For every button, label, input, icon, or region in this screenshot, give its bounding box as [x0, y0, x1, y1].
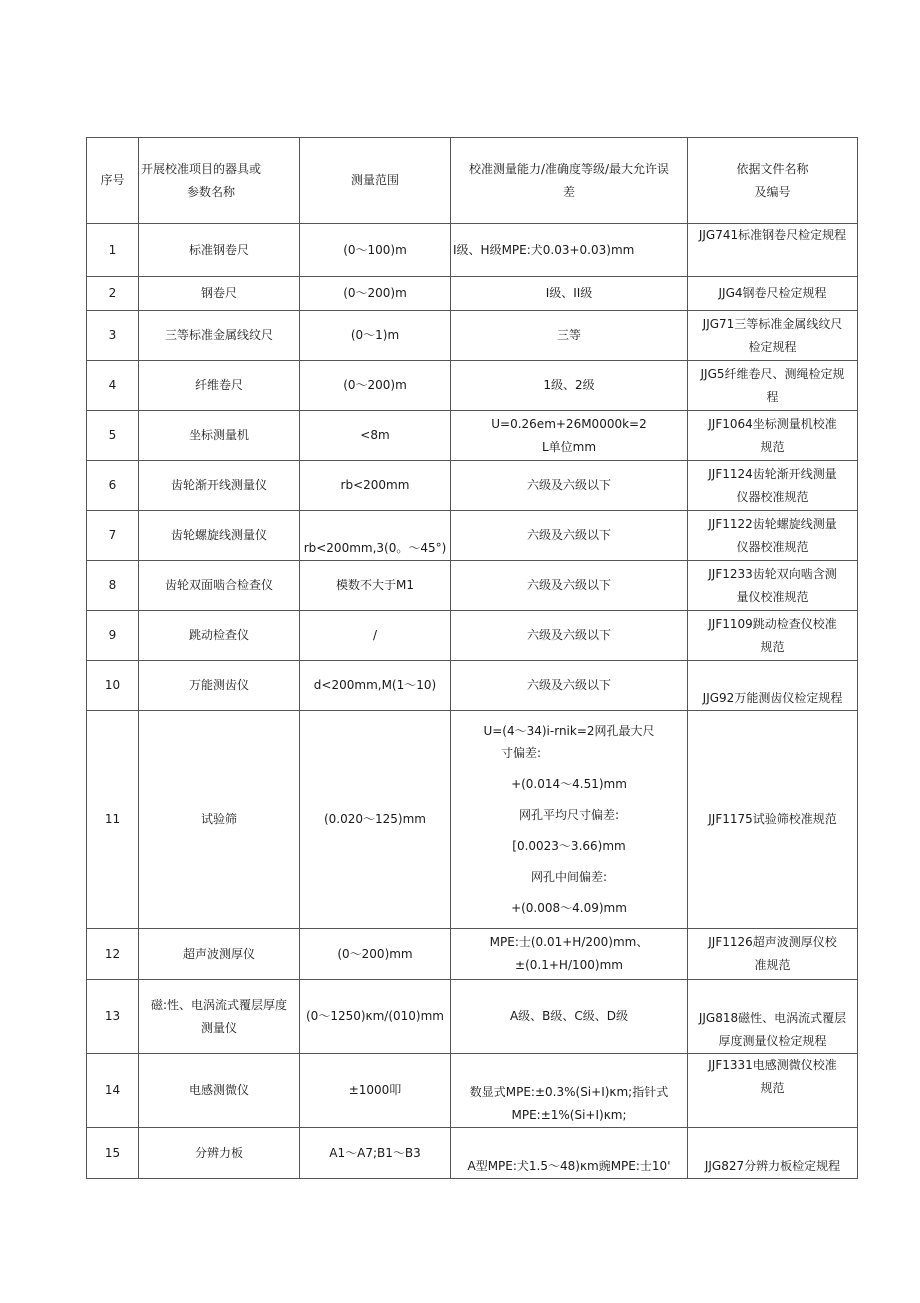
row-basis-line: JJF1109跳动检查仪校准 [708, 616, 837, 631]
row-item: 分辨力板 [139, 1128, 300, 1179]
row-capability: 六级及六级以下 [451, 661, 688, 711]
header-capability-line: 差 [562, 184, 575, 199]
row-capability-line: U=0.26em+26M0000k=2 [491, 416, 647, 431]
row-range: rb<200mm [300, 461, 451, 511]
row-capability: 六级及六级以下 [451, 561, 688, 611]
row-range: ±1000叩 [300, 1054, 451, 1128]
row-basis [688, 411, 858, 461]
header-basis-line: 及编号 [754, 184, 791, 199]
row-range: (0～1250)κm/(010)mm [300, 980, 451, 1054]
row-capability: 1级、2级 [451, 361, 688, 411]
row-item: 坐标测量机 [139, 411, 300, 461]
row-item: 齿轮渐开线测量仪 [139, 461, 300, 511]
row-capability: 六级及六级以下 [451, 611, 688, 661]
row-number: 7 [87, 511, 139, 561]
row-capability: I级、H级MPE:犬0.03+0.03)mm [451, 224, 688, 277]
row-capability: 六级及六级以下 [451, 511, 688, 561]
header-capability [451, 138, 688, 224]
table-row [87, 511, 858, 561]
row-basis-line: 规范 [760, 1081, 785, 1095]
row-number: 2 [87, 277, 139, 311]
row-item: 试验筛 [139, 711, 300, 929]
row-number: 4 [87, 361, 139, 411]
row-range: (0～200)m [300, 361, 451, 411]
row-range: (0～1)m [300, 311, 451, 361]
row-number: 13 [87, 980, 139, 1054]
table-row [87, 461, 858, 511]
row-basis-line: 仪器校准规范 [736, 489, 809, 504]
row-range: A1～A7;B1～B3 [300, 1128, 451, 1179]
table-row [87, 411, 858, 461]
table-row [87, 277, 858, 311]
row-basis-line: 规范 [760, 639, 785, 654]
row-capability-line: MPE:士(0.01+H/200)mm、 [489, 935, 649, 949]
row-range: (0～200)m [300, 277, 451, 311]
table-row [87, 361, 858, 411]
row-number: 15 [87, 1128, 139, 1179]
row-number: 9 [87, 611, 139, 661]
table-row [87, 224, 858, 277]
row-basis-line: 量仪校准规范 [736, 589, 809, 604]
row-capability-line: +(0.014～4.51)mm [511, 777, 627, 791]
row-item: 标准钢卷尺 [139, 224, 300, 277]
row-item [139, 980, 300, 1054]
row-capability-line: U=(4～34)i-rnik=2网孔最大尺 [483, 724, 655, 738]
table-row [87, 1128, 858, 1179]
row-capability [451, 929, 688, 980]
row-range: (0～200)mm [300, 929, 451, 980]
row-basis [688, 511, 858, 561]
row-capability-line: 网孔中间偏差: [530, 870, 608, 884]
row-basis [688, 361, 858, 411]
row-item-line: 测量仪 [200, 1020, 237, 1035]
row-number: 5 [87, 411, 139, 461]
row-capability [451, 411, 688, 461]
row-basis [688, 929, 858, 980]
table-row [87, 661, 858, 711]
row-number: 12 [87, 929, 139, 980]
table-row [87, 561, 858, 611]
row-capability: 六级及六级以下 [451, 461, 688, 511]
row-basis-line: JJG818磁性、电涡流式覆层 [698, 1011, 847, 1025]
header-range: 测量范围 [300, 138, 451, 224]
row-range: (0.020～125)mm [300, 711, 451, 929]
row-capability-line: 寸偏差: [501, 746, 542, 760]
table-row [87, 311, 858, 361]
row-basis: JJG92万能测齿仪检定规程 [688, 661, 858, 711]
row-basis-line: JJF1122齿轮螺旋线测量 [708, 516, 837, 531]
row-range: 模数不大于M1 [300, 561, 451, 611]
row-capability-line: [0.0023～3.66)mm [512, 839, 626, 853]
row-capability: A级、B级、C级、D级 [451, 980, 688, 1054]
row-item: 钢卷尺 [139, 277, 300, 311]
row-item: 跳动检查仪 [139, 611, 300, 661]
row-basis: JJG827分辨力板检定规程 [688, 1128, 858, 1179]
header-item [139, 138, 300, 224]
row-capability: 三等 [451, 311, 688, 361]
row-basis-line: 仪器校准规范 [736, 539, 809, 554]
row-basis-line: JJF1126超声波测厚仪校 [708, 935, 837, 949]
row-number: 14 [87, 1054, 139, 1128]
header-index: 序号 [87, 138, 139, 224]
header-capability-line: 校准测量能力/准确度等级/最大允许误 [468, 161, 670, 176]
row-basis-line: 准规范 [754, 958, 791, 972]
row-basis-line: 检定规程 [748, 339, 797, 354]
row-basis-line: JJG5纤维卷尺、测绳检定规 [700, 366, 845, 381]
row-basis-line: 程 [766, 389, 779, 404]
row-basis-line: 厚度测量仪检定规程 [718, 1034, 827, 1048]
header-basis-line: 依据文件名称 [736, 161, 809, 176]
row-capability-line: MPE:±1%(Si+I)κm; [511, 1108, 627, 1122]
row-capability-line: 网孔平均尺寸偏差: [518, 808, 620, 822]
row-item: 万能测齿仪 [139, 661, 300, 711]
row-item: 齿轮双面啮合检查仪 [139, 561, 300, 611]
row-item: 纤维卷尺 [139, 361, 300, 411]
row-basis-line: JJF1064坐标测量机校准 [708, 416, 837, 431]
row-capability-line: +(0.008～4.09)mm [511, 901, 627, 915]
row-basis-line: 规范 [760, 439, 785, 454]
row-basis [688, 311, 858, 361]
row-number: 11 [87, 711, 139, 929]
row-capability-line: ±(0.1+H/100)mm [515, 958, 623, 972]
row-range: <8m [300, 411, 451, 461]
row-basis [688, 461, 858, 511]
table-row [87, 611, 858, 661]
row-basis-line: JJF1124齿轮渐开线测量 [708, 466, 837, 481]
row-capability [451, 1054, 688, 1128]
row-item: 电感测微仪 [139, 1054, 300, 1128]
row-basis-line: JJF1233齿轮双向啮含测 [708, 566, 837, 581]
table-row [87, 1054, 858, 1128]
row-capability-line: L单位mm [541, 439, 597, 454]
row-basis: JJF1175试验筛校准规范 [688, 711, 858, 929]
row-item: 三等标准金属线纹尺 [139, 311, 300, 361]
row-range: rb<200mm,3(0。～45°) [300, 511, 451, 561]
header-item-line: 参数名称 [187, 184, 236, 199]
row-number: 10 [87, 661, 139, 711]
row-range: d<200mm,M(1～10) [300, 661, 451, 711]
row-number: 8 [87, 561, 139, 611]
row-basis-line: JJF1331电感测微仪校准 [708, 1058, 837, 1072]
row-basis: JJG741标准钢卷尺检定规程 [688, 224, 858, 277]
row-number: 6 [87, 461, 139, 511]
row-range: (0～100)m [300, 224, 451, 277]
row-number: 1 [87, 224, 139, 277]
header-basis [688, 138, 858, 224]
table-header-row [87, 138, 858, 224]
calibration-table [86, 137, 858, 1179]
table-row [87, 929, 858, 980]
row-range: / [300, 611, 451, 661]
row-item-line: 磁:性、电涡流式覆层厚度 [150, 997, 288, 1012]
row-capability-line: 数显式MPE:±0.3%(Si+I)κm;指针式 [469, 1085, 669, 1099]
row-capability: A型MPE:犬1.5～48)κm豌MPE:士10' [451, 1128, 688, 1179]
row-number: 3 [87, 311, 139, 361]
row-capability [451, 711, 688, 929]
row-item: 超声波测厚仪 [139, 929, 300, 980]
table-row [87, 711, 858, 929]
row-basis-line: JJG71三等标准金属线纹尺 [702, 316, 843, 331]
table-row [87, 980, 858, 1054]
row-capability: I级、II级 [451, 277, 688, 311]
row-basis: JJG4钢卷尺检定规程 [688, 277, 858, 311]
row-item: 齿轮螺旋线测量仪 [139, 511, 300, 561]
row-basis [688, 980, 858, 1054]
row-basis [688, 561, 858, 611]
row-basis [688, 611, 858, 661]
row-basis [688, 1054, 858, 1128]
header-item-line: 开展校准项目的器具或 [141, 161, 262, 176]
